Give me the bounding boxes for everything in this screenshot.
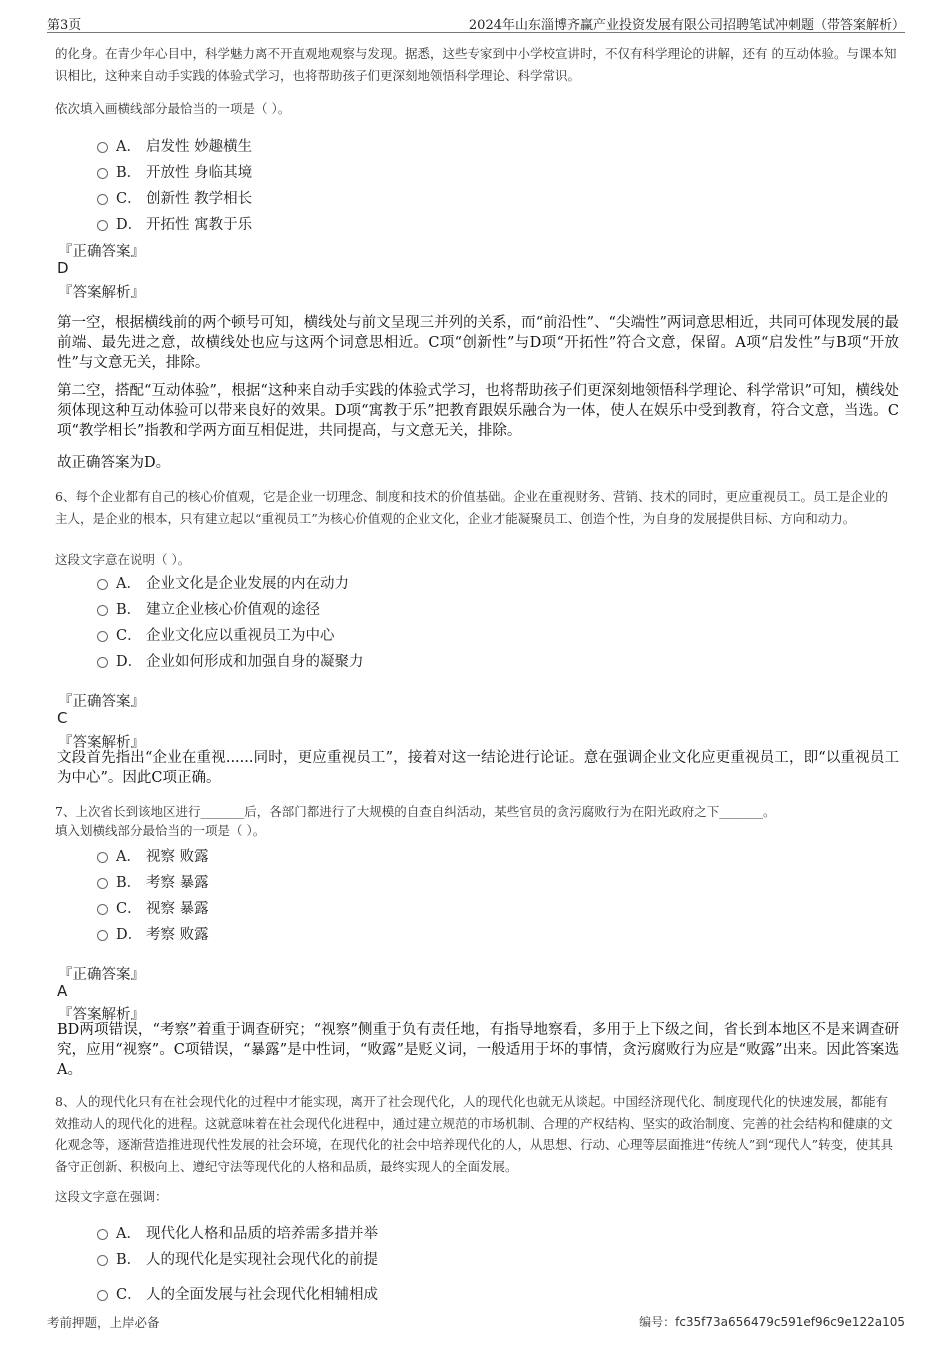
q7-prompt: 填入划横线部分最恰当的一项是（ ）。 bbox=[55, 823, 266, 838]
q5-analysis-para: 第一空，根据横线前的两个顿号可知，横线处与前文呈现三并列的关系，而“前沿性”、“尖端性”两词意思相近，共同可体现发展的最前端、最先进之意，故横线处也应与这两个词意思相近。C项“创新性”与D项“开拓性”符合文意，保留。A项“启发性”与B项“开放性”与文意无关，排除。 bbox=[57, 315, 899, 371]
q8-option-c[interactable]: C． 人的全面发展与社会现代化相辅相成 bbox=[97, 1283, 378, 1304]
q5-analysis-label: 『答案解析』 bbox=[58, 285, 145, 301]
q5-answer-label: 『正确答案』 bbox=[58, 244, 145, 260]
radio-icon[interactable] bbox=[97, 194, 108, 205]
page-footer bbox=[47, 1313, 905, 1331]
radio-icon[interactable] bbox=[97, 1290, 108, 1301]
radio-icon[interactable] bbox=[97, 904, 108, 915]
q6-analysis: 文段首先指出“企业在重视......同时，更应重视员工”，接着对这一结论进行论证。意在强调企业文化应更重视员工，即“以重视员工为中心”。因此C项正确。 bbox=[57, 750, 899, 786]
radio-icon[interactable] bbox=[97, 579, 108, 590]
q6-passage: 6、每个企业都有自己的核心价值观，它是企业一切理念、制度和技术的价值基础。企业在重视财务、营销、技术的同时，更应重视员工。员工是企业的主人，是企业的根本，只有建立起以“重视员工”为核心价值观的企业文化，企业才能凝聚员工、创造个性，为自身的发展提供目标、方向和动力。 bbox=[55, 489, 888, 526]
q6-option-b[interactable]: B． 建立企业核心价值观的途径 bbox=[97, 598, 320, 619]
q5-conclusion: 故正确答案为D。 bbox=[57, 455, 171, 471]
q7-option-b[interactable]: B． 考察 暴露 bbox=[97, 871, 209, 892]
q5-analysis-para: 第二空，搭配“互动体验”，根据“这种来自动手实践的体验式学习，也将帮助孩子们更深刻地领悟科学理论、科学常识”可知，横线处须体现这种互动体验可以带来良好的效果。D项“寓教于乐”把教育跟娱乐融合为一体，使人在娱乐中受到教育，符合文意，当选。C项“教学相长”指教和学两方面互相促进，共同提高，与文意无关，排除。 bbox=[57, 383, 899, 439]
q8-option-b[interactable]: B． 人的现代化是实现社会现代化的前提 bbox=[97, 1248, 378, 1269]
radio-icon[interactable] bbox=[97, 930, 108, 941]
q7-passage: 7、上次省长到该地区进行_______后，各部门都进行了大规模的自查自纠活动，某些官员的贪污腐败行为在阳光政府之下_______。 bbox=[55, 804, 776, 819]
q7-option-d[interactable]: D． 考察 败露 bbox=[97, 923, 209, 944]
radio-icon[interactable] bbox=[97, 878, 108, 889]
page-header bbox=[47, 10, 905, 33]
radio-icon[interactable] bbox=[97, 605, 108, 616]
q7-analysis-label: 『答案解析』 bbox=[58, 1007, 145, 1023]
radio-icon[interactable] bbox=[97, 220, 108, 231]
q5-option-d[interactable]: D． 开拓性 寓教于乐 bbox=[97, 213, 252, 234]
q7-answer-label: 『正确答案』 bbox=[58, 967, 145, 983]
q6-option-a[interactable]: A． 企业文化是企业发展的内在动力 bbox=[97, 572, 349, 593]
q8-option-a[interactable]: A． 现代化人格和品质的培养需多措并举 bbox=[97, 1222, 378, 1243]
radio-icon[interactable] bbox=[97, 852, 108, 863]
q5-option-c[interactable]: C． 创新性 教学相长 bbox=[97, 187, 252, 208]
q7-answer: A bbox=[57, 982, 68, 1000]
q6-analysis-label: 『答案解析』 bbox=[58, 735, 145, 751]
q6-option-d[interactable]: D． 企业如何形成和加强自身的凝聚力 bbox=[97, 650, 364, 671]
page-number: 第3页 bbox=[47, 18, 82, 33]
document-title: 2024年山东淄博齐赢产业投资发展有限公司招聘笔试冲刺题（带答案解析） bbox=[468, 18, 905, 33]
q7-analysis: BD两项错误，“考察”着重于调查研究；“视察”侧重于负有责任地，有指导地察看，多用于上下级之间，省长到本地区不是来调查研究，应用“视察”。C项错误，“暴露”是中性词，“败露”是贬义词，一般适用于坏的事情，贪污腐败行为应是“败露”出来。因此答案选A。 bbox=[57, 1022, 899, 1078]
radio-icon[interactable] bbox=[97, 631, 108, 642]
q5-option-a[interactable]: A． 启发性 妙趣横生 bbox=[97, 135, 252, 156]
q5-option-b[interactable]: B． 开放性 身临其境 bbox=[97, 161, 252, 182]
footer-slogan: 考前押题，上岸必备 bbox=[47, 1315, 160, 1330]
q6-option-c[interactable]: C． 企业文化应以重视员工为中心 bbox=[97, 624, 335, 645]
q6-prompt: 这段文字意在说明（ ）。 bbox=[55, 552, 191, 567]
radio-icon[interactable] bbox=[97, 168, 108, 179]
q5-answer: D bbox=[57, 259, 69, 277]
radio-icon[interactable] bbox=[97, 1229, 108, 1240]
q6-answer: C bbox=[57, 709, 68, 727]
q8-passage: 8、人的现代化只有在社会现代化的过程中才能实现，离开了社会现代化，人的现代化也就无从谈起。中国经济现代化、制度现代化的快速发展，都能有效推动人的现代化的进程。这就意味着在社会现代化进程中，通过建立规范的市场机制、合理的产权结构、坚实的政治制度、完善的社会结构和健康的文化观念等，逐渐营造推进现代性发展的社会环境，在现代化的社会中培养现代化的人，从思想、行动、心理等层面推进“传统人”到“现代人”转变，使其具备守正创新、积极向上、遵纪守法等现代化的人格和品质，最终实现人的全面发展。 bbox=[55, 1094, 894, 1174]
radio-icon[interactable] bbox=[97, 142, 108, 153]
q7-option-c[interactable]: C． 视察 暴露 bbox=[97, 897, 209, 918]
q6-answer-label: 『正确答案』 bbox=[58, 694, 145, 710]
q5-prompt: 依次填入画横线部分最恰当的一项是（ ）。 bbox=[55, 101, 291, 116]
document-id: 编号：fc35f73a656479c591ef96c9e122a105 bbox=[639, 1315, 905, 1329]
radio-icon[interactable] bbox=[97, 657, 108, 668]
q8-prompt: 这段文字意在强调： bbox=[55, 1189, 168, 1204]
radio-icon[interactable] bbox=[97, 1255, 108, 1266]
q7-option-a[interactable]: A． 视察 败露 bbox=[97, 845, 209, 866]
q5-passage: 的化身。在青少年心目中，科学魅力离不开直观地观察与发现。据悉，这些专家到中小学校宣讲时，不仅有科学理论的讲解，还有 的互动体验。与课本知识相比，这种来自动手实践的体验式学习，也将帮助孩子们更深刻地领悟科学理论、科学常识。 bbox=[55, 46, 897, 83]
